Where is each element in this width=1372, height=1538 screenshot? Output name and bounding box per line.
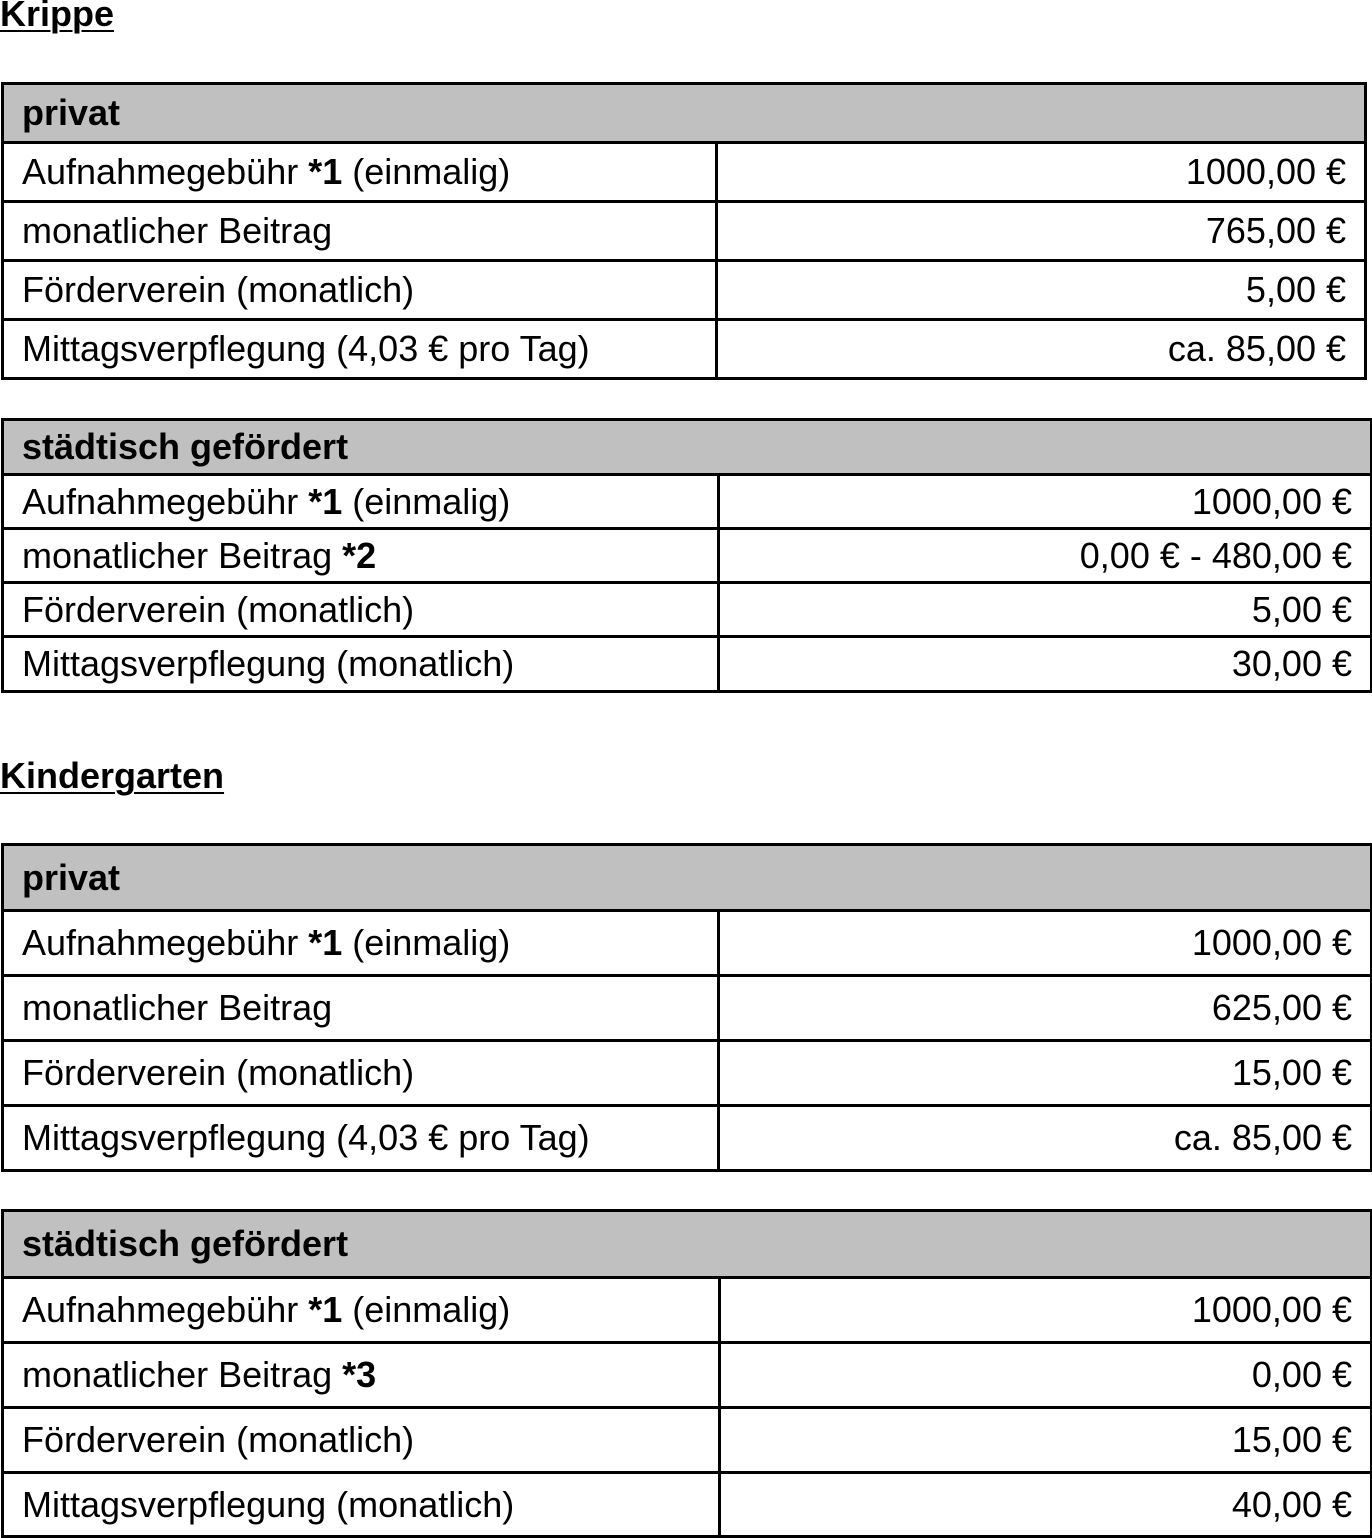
table-row [3,637,1372,692]
row-value: ca. 85,00 € [717,320,1366,379]
row-label: Mittagsverpflegung (monatlich) [3,1473,720,1537]
row-value: 1000,00 € [719,911,1372,976]
row-label: Aufnahmegebühr *1 (einmalig) [3,911,719,976]
row-label: Mittagsverpflegung (monatlich) [3,637,719,692]
row-label: Mittagsverpflegung (4,03 € pro Tag) [3,320,717,379]
row-value: 625,00 € [719,976,1372,1041]
row-label: Förderverein (monatlich) [3,1041,719,1106]
footnote-mark: *3 [342,1354,377,1395]
row-value: 15,00 € [719,1041,1372,1106]
row-label: Aufnahmegebühr *1 (einmalig) [3,1278,720,1343]
footnote-mark: *1 [308,922,343,963]
row-value: 0,00 € - 480,00 € [719,529,1372,583]
table-row [3,529,1372,583]
row-label: Aufnahmegebühr *1 (einmalig) [3,143,717,202]
section-title-krippe: Krippe [0,0,115,34]
table-row [3,143,1366,202]
row-value: 765,00 € [717,202,1366,261]
row-label: monatlicher Beitrag *3 [3,1343,720,1408]
table-row [3,261,1366,320]
table-row [3,475,1372,529]
kindergarten-staedtisch-table [1,1209,1372,1538]
row-label: Förderverein (monatlich) [3,261,717,320]
table-row [3,320,1366,379]
table-header: städtisch gefördert [3,420,1372,475]
row-label: monatlicher Beitrag [3,202,717,261]
footnote-mark: *1 [308,151,343,192]
row-value: 5,00 € [717,261,1366,320]
row-label: Förderverein (monatlich) [3,583,719,637]
row-label: Mittagsverpflegung (4,03 € pro Tag) [3,1106,719,1171]
table-header: privat [3,845,1372,911]
table-header: privat [3,84,1366,143]
footnote-mark: *2 [342,534,377,576]
row-value: 15,00 € [720,1408,1372,1473]
krippe-privat-table [1,82,1367,380]
row-label: monatlicher Beitrag *2 [3,529,719,583]
table-row [3,1343,1372,1408]
table-row [3,1041,1372,1106]
table-row [3,1473,1372,1537]
row-value: 1000,00 € [720,1278,1372,1343]
table-row [3,202,1366,261]
section-title-kindergarten: Kindergarten [0,755,225,796]
krippe-staedtisch-table [1,418,1372,693]
table-row [3,1278,1372,1343]
row-value: ca. 85,00 € [719,1106,1372,1171]
table-row [3,1408,1372,1473]
table-row [3,976,1372,1041]
row-value: 30,00 € [719,637,1372,692]
table-row [3,583,1372,637]
row-value: 0,00 € [720,1343,1372,1408]
footnote-mark: *1 [308,1289,343,1330]
table-header: städtisch gefördert [3,1211,1372,1278]
row-label: monatlicher Beitrag [3,976,719,1041]
row-value: 1000,00 € [719,475,1372,529]
row-label: Aufnahmegebühr *1 (einmalig) [3,475,719,529]
footnote-mark: *1 [308,480,343,522]
table-row [3,1106,1372,1171]
row-label: Förderverein (monatlich) [3,1408,720,1473]
table-row [3,911,1372,976]
row-value: 1000,00 € [717,143,1366,202]
row-value: 40,00 € [720,1473,1372,1537]
row-value: 5,00 € [719,583,1372,637]
kindergarten-privat-table [1,843,1372,1172]
